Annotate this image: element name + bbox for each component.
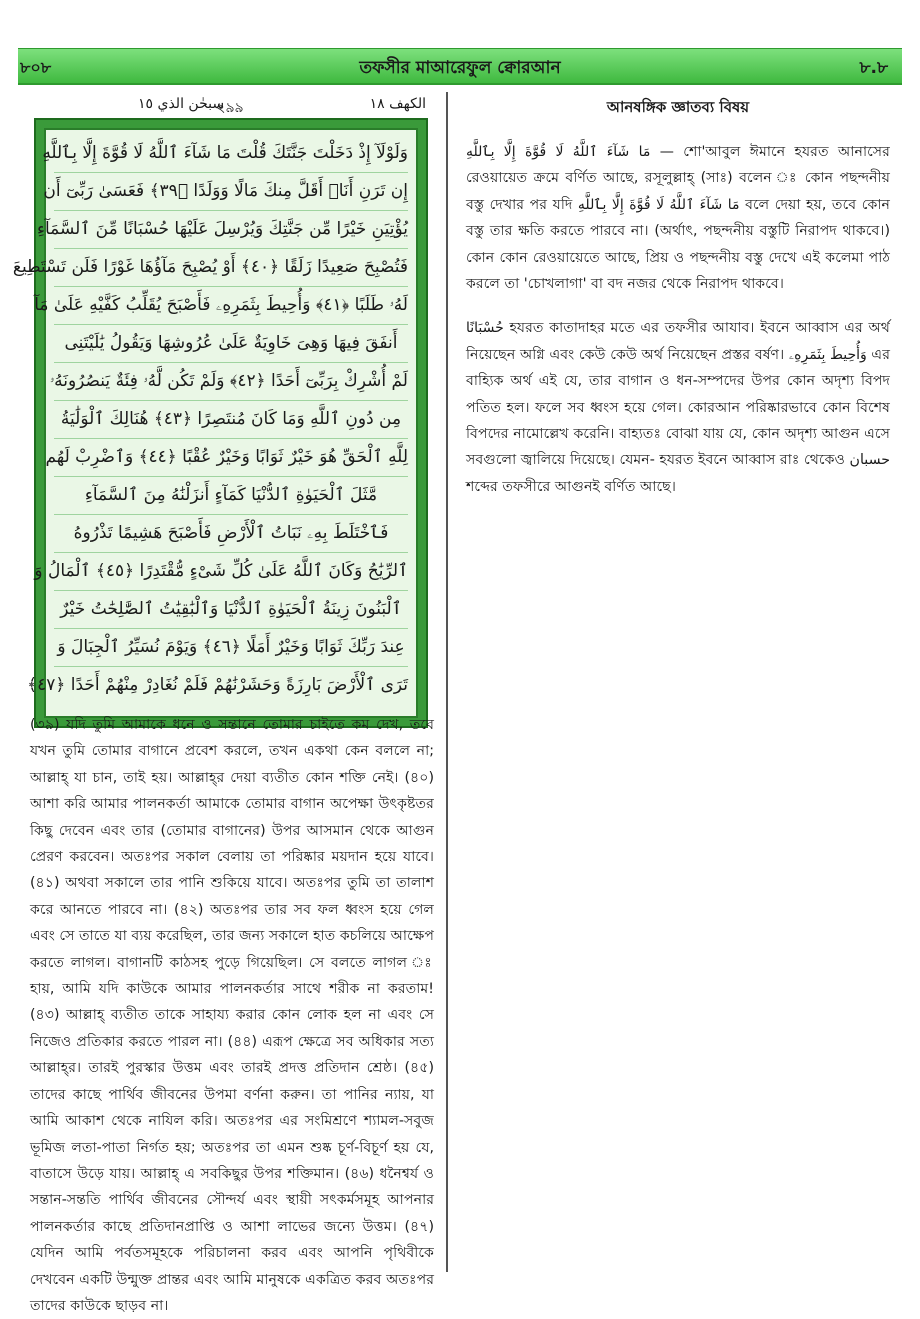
quran-line: لِلَّهِ ٱلْحَقِّ هُوَ خَيْرٌ ثَوَابًا وَخَيْرٌ عُقْبًا ﴿٤٤﴾ وَٱضْرِبْ لَهُم bbox=[54, 438, 408, 477]
arabic-phrase: مَا شَآءَ ٱللَّهُ لَا قُوَّةَ إِلَّا بِٱللَّهِ bbox=[466, 144, 651, 160]
quran-frame bbox=[12, 118, 428, 728]
quran-line: ٱلْبَنُونَ زِينَةُ ٱلْحَيَوٰةِ ٱلدُّنْيَا وَٱلْبَٰقِيَٰتُ ٱلصَّٰلِحَٰتُ خَيْرٌ bbox=[54, 590, 408, 629]
surah-header-line bbox=[34, 96, 426, 116]
quran-line: يُؤْتِيَنِ خَيْرًا مِّن جَنَّتِكَ وَيُرْسِلَ عَلَيْهَا حُسْبَانًا مِّنَ ٱلسَّمَآءِ bbox=[54, 210, 408, 249]
arabic-phrase: مَا شَآءَ ٱللَّهُ لَا قُوَّةَ إِلَّا بِٱللَّهِ bbox=[577, 196, 740, 213]
quran-line: مِن دُونِ ٱللَّهِ وَمَا كَانَ مُنتَصِرًا ﴿٤٣﴾ هُنَالِكَ ٱلْوَلَٰيَةُ bbox=[54, 400, 408, 439]
paragraph-text: বলে দেয়া হয়, তবে কোন বস্তু তার ক্ষতি করতে পারবে না। (অর্থাৎ, পছন্দনীয় বস্তুটি নিরাপদ থাকবে।) কোন কোন রেওয়ায়েতে আছে, প্রিয় ও পছন্দনীয় বস্তু দেখে এই কলেমা পাঠ করলে তা 'চোখলাগা' বা বদ নজর থেকে নিরাপদ থাকবে। bbox=[466, 196, 891, 293]
quran-line: مَّثَلَ ٱلْحَيَوٰةِ ٱلدُّنْيَا كَمَآءٍ أَنزَلْنَٰهُ مِنَ ٱلسَّمَآءِ bbox=[54, 476, 408, 515]
paragraph-text: — শো'আবুল ঈমানে হযরত আনাসের রেওয়ায়েত ক্রমে বর্ণিত আছে, রসূলুল্লাহ্ (সাঃ) বলেন ঃ কোন পছন্দনীয় বস্তু দেখার পর যদি bbox=[466, 144, 890, 213]
paragraph-text: এর বাহ্যিক অর্থ এই যে, তার বাগান ও ধন-সম্পদের উপর কোন অদৃশ্য বিপদ পতিত হল। ফলে সব ধ্বংস হয়ে গেল। কোরআন পরিষ্কারভাবে কোন বিশেষ বিপদের নামোল্লেখ করেনি। বাহ্যতঃ বোঝা যায় যে, কোন অদৃশ্য আগুন এসে সবগুলো জ্বালিয়ে দিয়েছে। যেমন- হযরত ইবনে আব্বাস রাঃ থেকেও حسبان শব্দের তফসীরে আগুনই বর্ণিত আছে। bbox=[466, 346, 890, 495]
quran-line: فَٱخْتَلَطَ بِهِۦ نَبَاتُ ٱلْأَرْضِ فَأَصْبَحَ هَشِيمًا تَذْرُوهُ bbox=[54, 514, 408, 553]
page-number-left: ৮০৮ bbox=[20, 58, 52, 77]
section-heading: আনষঙ্গিক জ্ঞাতব্য বিষয় bbox=[606, 98, 750, 116]
quran-line: تَرَى ٱلْأَرْضَ بَارِزَةً وَحَشَرْنَٰهُمْ فَلَمْ نُغَادِرْ مِنْهُمْ أَحَدًا ﴿٤٧﴾ bbox=[27, 675, 408, 695]
surah-name: الكهف ١٨ bbox=[369, 96, 426, 112]
quran-line: أَنفَقَ فِيهَا وَهِىَ خَاوِيَةٌ عَلَىٰ عُرُوشِهَا وَيَقُولُ يَٰلَيْتَنِى bbox=[54, 324, 408, 363]
quran-line: فَتُصْبِحَ صَعِيدًا زَلَقًا ﴿٤٠﴾ أَوْ يُصْبِحَ مَآؤُهَا غَوْرًا فَلَن تَسْتَطِيعَ bbox=[54, 248, 408, 287]
quran-line: عِندَ رَبِّكَ ثَوَابًا وَخَيْرٌ أَمَلًا ﴿٤٦﴾ وَيَوْمَ نُسَيِّرُ ٱلْجِبَالَ وَ bbox=[54, 628, 408, 667]
book-title: তফসীর মাআরেফুল ক্বোরআন bbox=[359, 58, 561, 78]
column-divider bbox=[446, 92, 448, 1272]
mushaf-page-number: ২৯৯ bbox=[216, 100, 244, 116]
page-number-right: ৮.৮ bbox=[859, 58, 888, 78]
commentary-paragraph-2 bbox=[466, 315, 890, 500]
quran-line: لَهُۥ طَلَبًا ﴿٤١﴾ وَأُحِيطَ بِثَمَرِهِۦ فَأَصْبَحَ يُقَلِّبُ كَفَّيْهِ عَلَىٰ مَآ bbox=[54, 286, 408, 325]
quran-line: إِن تَرَنِ أَنَا۠ أَقَلَّ مِنكَ مَالًا وَوَلَدًا ﴿٣٩﴾ فَعَسَىٰ رَبِّىٓ أَن bbox=[54, 172, 408, 211]
quran-line: لَمْ أُشْرِكْ بِرَبِّىٓ أَحَدًا ﴿٤٢﴾ وَلَمْ تَكُن لَّهُۥ فِئَةٌ يَنصُرُونَهُۥ bbox=[54, 362, 408, 401]
page-header bbox=[18, 48, 902, 85]
paragraph-text: হযরত কাতাদাহর মতে এর তফসীর আযাব। ইবনে আব্বাস এর অর্থ নিয়েছেন অগ্নি এবং কেউ কেউ অর্থ নিয়েছেন প্রস্তর বর্ষণ। bbox=[466, 320, 890, 363]
commentary-paragraph-1 bbox=[466, 139, 890, 297]
juz-name: سبحٰن الذي ١٥ bbox=[138, 96, 225, 112]
quran-text-panel bbox=[12, 128, 418, 718]
quran-line: وَلَوْلَآ إِذْ دَخَلْتَ جَنَّتَكَ قُلْتَ مَا شَآءَ ٱللَّهُ لَا قُوَّةَ إِلَّا بِٱللَّهِ bbox=[54, 134, 408, 173]
quran-line: ٱلرِّيَٰحُ وَكَانَ ٱللَّهُ عَلَىٰ كُلِّ شَىْءٍ مُّقْتَدِرًا ﴿٤٥﴾ ٱلْمَالُ وَ bbox=[54, 552, 408, 591]
arabic-phrase: وَأُحِيطَ بِثَمَرِهِۦ bbox=[788, 346, 867, 363]
bengali-translation: (৩৯) যদি তুমি আমাকে ধনে ও সন্তানে তোমার চাইতে কম দেখ, তবে যখন তুমি তোমার বাগানে প্রবেশ করলে, তখন একথা কেন বললে না; আল্লাহ্ যা চান, তাই হয়। আল্লাহ্‌র দেয়া ব্যতীত কোন শক্তি নেই। (৪০) আশা করি আমার পালনকর্তা আমাকে তোমার বাগান অপেক্ষা উৎকৃষ্টতর কিছু দেবেন এবং তার (তোমার বাগানের) উপর আসমান থেকে আগুন প্রেরণ করবেন। অতঃপর সকাল বেলায় তা পরিষ্কার ময়দান হয়ে যাবে। (৪১) অথবা সকালে তার পানি শুকিয়ে যাবে। অতঃপর তুমি তা তালাশ করে আনতে পারবে না। (৪২) অতঃপর তার সব ফল ধ্বংস হয়ে গেল এবং সে তাতে যা ব্যয় করেছিল, তার জন্য সকালে হাত কচলিয়ে আক্ষেপ করতে লাগল। বাগানটি কাঠসহ পুড়ে গিয়েছিল। সে বলতে লাগল ঃ হায়, আমি যদি কাউকে আমার পালনকর্তার সাথে শরীক না করতাম! (৪৩) আল্লাহ্ ব্যতীত তাকে সাহায্য করার কোন লোক হল না এবং সে নিজেও প্রতিকার করতে পারল না। (৪৪) এরূপ ক্ষেত্রে সব অধিকার সত্য আল্লাহ্‌র। তারই পুরস্কার উত্তম এবং তারই প্রদত্ত প্রতিদান শ্রেষ্ঠ। (৪৫) তাদের কাছে পার্থিব জীবনের উপমা বর্ণনা করুন। তা পানির ন্যায়, যা আমি আকাশ থেকে নাযিল করি। অতঃপর এর সংমিশ্রণে শ্যামল-সবুজ ভূমিজ লতা-পাতা নির্গত হয়; অতঃপর তা এমন শুষ্ক চূর্ণ-বিচূর্ণ হয় যে, বাতাসে উড়ে যায়। আল্লাহ্ এ সবকিছুর উপর শক্তিমান। (৪৬) ধনৈশ্বর্য ও সন্তান-সন্ততি পার্থিব জীবনের সৌন্দর্য এবং স্থায়ী সৎকর্মসমূহ আপনার পালনকর্তার কাছে প্রতিদানপ্রাপ্তি ও আশা লাভের জন্যে উত্তম। (৪৭) যেদিন আমি পর্বতসমূহকে পরিচালনা করব এবং আপনি পৃথিবীকে দেখবেন একটি উন্মুক্ত প্রান্তর এবং আমি মানুষকে একত্রিত করব অতঃপর তাদের কাউকে ছাড়ব না। bbox=[30, 717, 434, 1314]
commentary-column bbox=[466, 96, 890, 518]
arabic-phrase: حُسْبَانًا bbox=[466, 320, 504, 337]
